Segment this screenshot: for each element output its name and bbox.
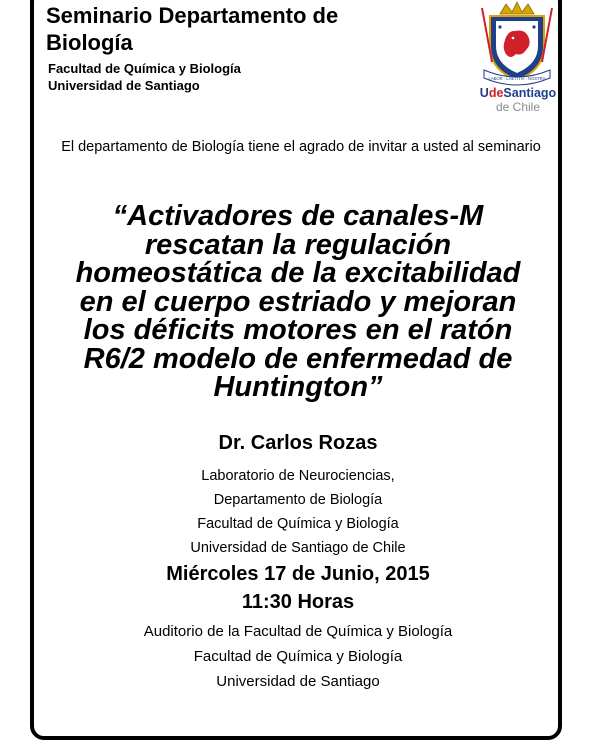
header-title: Seminario Departamento de Biología — [46, 3, 339, 55]
seminar-title-line: “Activadores de canales-M — [112, 200, 484, 232]
crest-motto: LABOR · LAETITIA · NOSTRA — [488, 76, 546, 81]
university-wordmark — [472, 86, 564, 114]
affiliation-line: Departamento de Biología — [213, 492, 383, 508]
seminar-title-line: Huntington” — [213, 371, 383, 403]
affiliation-line: Universidad de Santiago de Chile — [190, 540, 406, 556]
header-subtitle — [48, 60, 241, 94]
wordmark-de: de — [488, 86, 504, 100]
header-faculty: Facultad de Química y Biología — [48, 61, 241, 76]
event-time: 11:30 Horas — [241, 591, 355, 613]
wordmark-chile: de Chile — [495, 100, 541, 114]
invitation-text: El departamento de Biología tiene el agrado de invitar a usted al seminario — [61, 139, 541, 155]
place-line: Facultad de Química y Biología — [193, 648, 403, 665]
seminar-title-line: rescatan la regulación — [144, 228, 452, 261]
affiliation-line: Facultad de Química y Biología — [197, 516, 399, 532]
event-date: Miércoles 17 de Junio, 2015 — [166, 563, 430, 585]
seminar-title-line: en el cuerpo estriado y mejoran — [79, 285, 517, 318]
speaker-affiliation — [34, 464, 562, 560]
seminar-title-line: R6/2 modelo de enfermedad de — [83, 342, 513, 375]
seminar-title-line: homeostática de la excitabilidad — [75, 257, 521, 289]
place-line: Universidad de Santiago — [216, 673, 380, 690]
wordmark-santiago: Santiago — [503, 86, 557, 100]
header-university: Universidad de Santiago — [48, 78, 200, 93]
seminar-title-line: los déficits motores en el ratón — [83, 314, 513, 346]
event-place — [34, 619, 562, 694]
place-line: Auditorio de la Facultad de Química y Biología — [143, 623, 453, 640]
affiliation-line: Laboratorio de Neurociencias, — [201, 468, 395, 484]
event-datetime — [34, 560, 562, 616]
speaker-name: Dr. Carlos Rozas — [218, 432, 378, 454]
wordmark-u: U — [479, 86, 489, 100]
seminar-title — [34, 202, 562, 402]
